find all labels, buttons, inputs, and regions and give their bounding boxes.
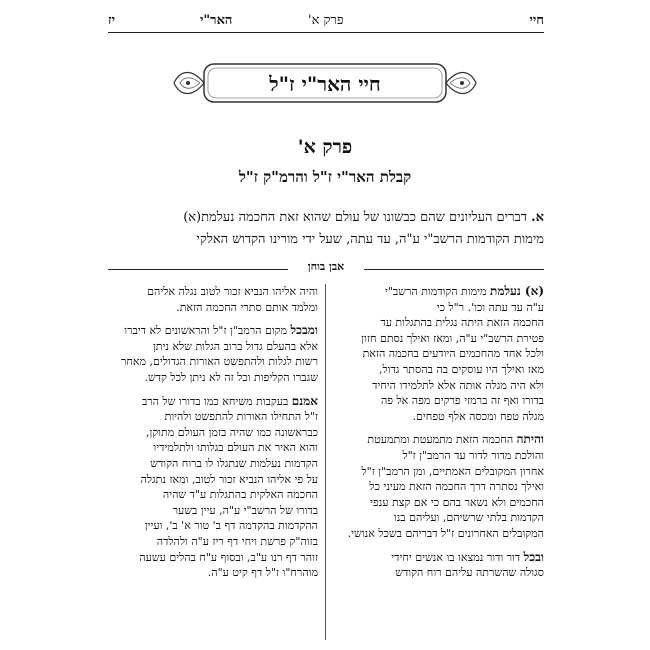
commentary-line: [334, 495, 544, 511]
commentary-line: [334, 315, 544, 331]
commentary-line: [334, 448, 544, 464]
paragraph-gap: [108, 386, 318, 394]
commentary-line: [334, 331, 544, 347]
commentary-line: [334, 393, 544, 409]
commentary-lead-word: אמנם: [291, 393, 318, 408]
paragraph-gap: [334, 424, 544, 432]
commentary-text: ע"ה עד עתה וכו'. ר"ל כי: [436, 300, 544, 314]
commentary-text: החכמה הזאת היתה נגלית בהתגלות עד: [380, 316, 544, 330]
commentary-text: והולכת מדור לדור עד הרמב"ן ז"ל: [402, 448, 544, 462]
commentary-line: [108, 565, 318, 581]
commentary-line: [334, 526, 544, 542]
commentary-line: [108, 425, 318, 441]
running-head: [108, 10, 544, 33]
commentary-column-right: [334, 284, 544, 581]
commentary-line: [334, 409, 544, 425]
commentary-text: מאז ואילך היו עוסקים בה בהסתר גדול,: [379, 362, 544, 376]
commentary-text: מוהרח"ו ז"ל דף קיט ע"ה.: [207, 566, 318, 580]
commentary-text: אחרון המקובלים האמתיים, ומן הרמב"ן ז"ל: [361, 464, 544, 478]
commentary-line: [108, 323, 318, 339]
commentary-line: [334, 362, 544, 378]
commentary-line: [334, 300, 544, 316]
commentary-line: [108, 300, 318, 316]
commentary-line: [108, 472, 318, 488]
commentary-text: הקדמות בלתי שרשיהם, ועליהם בנו: [393, 511, 544, 525]
commentary-text: דור ודור נמצאו בו אנשים יחידי: [391, 550, 521, 564]
commentary-text: אלא בהעלם גדול ברוב הגלות שלא ניתן: [152, 339, 318, 353]
commentary-line: [108, 487, 318, 503]
commentary-text: החכמים ולא נשאר בהם כי אם קצת ענפי: [370, 495, 544, 509]
paragraph-gap: [334, 542, 544, 550]
commentary-text: שגברו הקליפות וכל זה לא ניתן לכל קדש.: [144, 370, 318, 384]
paragraph-gap: [108, 315, 318, 323]
commentary-lead-word: (א) נעלמת: [490, 284, 544, 298]
commentary-text: כבראשונה כמו שהיה בזמן העולם מתוקן,: [145, 425, 318, 439]
commentary-text: על פי אליהו הנביא זכור לטוב, ומאז נתגלה: [140, 472, 318, 486]
commentary-text: פטירת הרשב"י ע"ה, ומאז ואילך נסתם חזון: [361, 331, 544, 345]
commentary-lead-word: והיתה: [516, 432, 544, 447]
main-text-line: [108, 207, 544, 229]
commentary-text: ולא היה מגלה אותה אלא לתלמידו היחיד: [372, 378, 544, 392]
commentary-text: החכמה האלקית בהתגלות ע"ד שהיה: [162, 488, 318, 502]
chapter-heading: פרק א': [297, 136, 353, 158]
commentary-text: ומלמד אותם סתרי החכמה הזאת.: [176, 300, 318, 314]
commentary-text: סגולה שהשרתה עליהם רוח הקודש: [395, 566, 544, 580]
commentary-line: [108, 534, 318, 550]
commentary-text: החכמה הזאת מתמעטת ומתמעטת: [367, 433, 514, 447]
running-head-chapter: פרק א': [308, 13, 344, 28]
commentary-text: המקובלים האחרונים ז"ל דבריהם בשכל אנושי.: [347, 526, 544, 540]
paragraph-number: א.: [531, 210, 544, 225]
commentary-text: זוהר דף רנו ע"ב, ובסוף ע"ח בהלים עשעה: [139, 550, 318, 564]
commentary-text: רשות לגלות ולהתפשט האורות הגדולים, מאחר: [121, 355, 318, 369]
column-divider: [325, 284, 326, 640]
page-number: יז: [108, 13, 116, 28]
main-text: [108, 207, 544, 251]
commentary-line: [334, 565, 544, 581]
commentary-text: מגלה טפח ומכסה אלף טפחים.: [412, 409, 544, 423]
commentary-text: בדורו ואף זה ברמזי פרקים מפה אל פה: [380, 394, 544, 408]
commentary-line: [108, 284, 318, 300]
commentary-line: [334, 479, 544, 495]
commentary-text: בזוה"ק פרשת ויחי דף ריז ע"ה ולהלדה: [156, 534, 318, 548]
commentary-text: ההקדמות בהקדמה דף ב' טור א' ב', ועיין: [144, 519, 318, 533]
commentary-line: [108, 518, 318, 534]
commentary-line: [108, 354, 318, 370]
commentary-line: [334, 432, 544, 448]
commentary-text: בדורו של הרשב"י ע"ה, עיין בשער: [172, 503, 318, 517]
commentary-text: בעקבות משיחא כמו בדורו של הרב: [141, 394, 289, 408]
main-text-line-2: מימות הקודמות הרשב"י ע"ה, עד עתה, שעל ידי מורינו הקדוש האלקי: [196, 232, 544, 247]
title-frame: [170, 58, 480, 108]
running-head-section: חיי: [529, 13, 544, 28]
commentary-title: אבן בוחן: [307, 260, 345, 273]
commentary-text: ולכל אחד מהחכמים היודעים בחכמה הזאת: [362, 347, 544, 361]
commentary-column-left: [108, 284, 318, 581]
commentary-text: מקום הרמב"ן ז"ל והראשונים לא דיברו: [124, 324, 288, 338]
commentary-line: [334, 510, 544, 526]
commentary-line: [334, 284, 544, 300]
main-text-line-1: דברים העליונים שהם כבשונו של עולם שהוא זאת החכמה נעלמת(א): [183, 210, 527, 225]
running-head-name: האר"י: [200, 13, 233, 28]
commentary-text: מימות הקודמות הרשב"י: [384, 285, 487, 298]
commentary-line: [108, 456, 318, 472]
commentary-text: הקדמות נעלמות שנתגלו לו ברוח הקודש: [150, 456, 318, 470]
commentary-line: [108, 440, 318, 456]
commentary-line: [334, 378, 544, 394]
chapter-subheading: קבלת האר"י ז"ל והרמ"ק ז"ל: [238, 168, 412, 186]
commentary-line: [334, 346, 544, 362]
commentary-text: והוא האיר את העולם בגלותו ולתלמידיו: [153, 441, 318, 455]
commentary-text: ז"ל התחילו האורות להתפשט ולהיות: [164, 410, 318, 424]
commentary-line: [108, 550, 318, 566]
commentary-lead-word: ובכל: [523, 549, 544, 564]
page-title: חיי האר"י ז"ל: [269, 72, 381, 96]
commentary-line: [108, 394, 318, 410]
commentary-line: [108, 503, 318, 519]
commentary-lead-word: ומבכל: [290, 323, 318, 338]
commentary-line: [108, 339, 318, 355]
commentary-text: והיה אליהו הנביא זכור לטוב נגלה אליהם: [147, 285, 318, 298]
commentary-divider: [108, 262, 544, 276]
commentary-text: ואילך נסתרה דרך החכמה הזאת מעיני כל: [369, 480, 544, 494]
commentary-line: [334, 550, 544, 566]
commentary-line: [108, 409, 318, 425]
commentary-line: [334, 464, 544, 480]
commentary-line: [108, 370, 318, 386]
